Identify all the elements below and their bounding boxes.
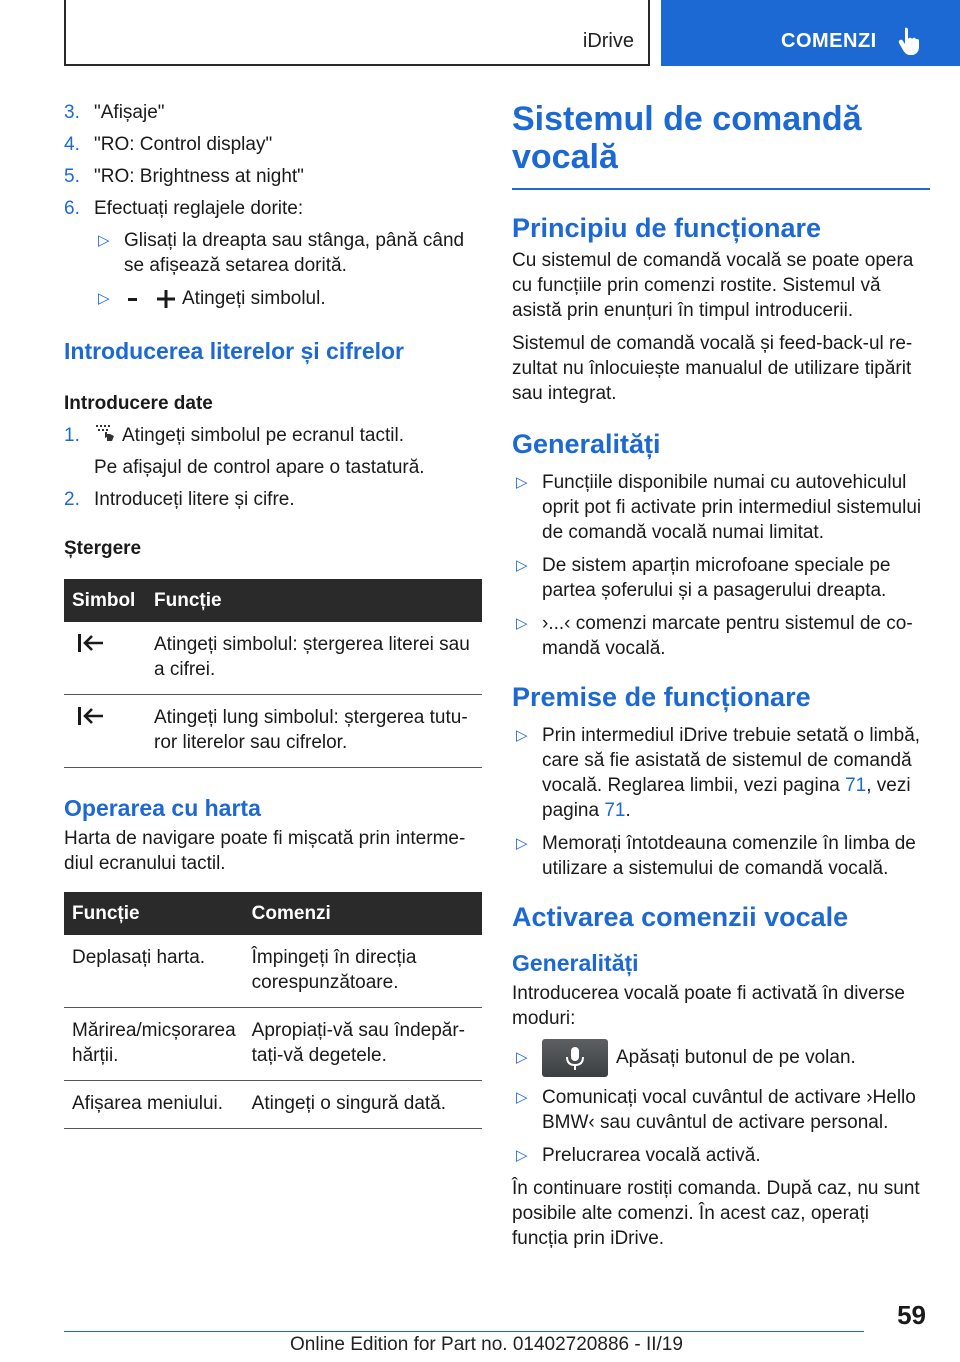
page-number: 59 (897, 1300, 926, 1330)
general-bullet-2: ▷ De sistem aparțin microfoane speciale pe partea șoferului și a pasagerului dreapta. (516, 555, 891, 601)
triangle-bullet-icon: ▷ (516, 615, 528, 632)
triangle-bullet-icon: ▷ (516, 1147, 528, 1165)
table-row: Mărirea/micșorarea hărții. Apropiați-vă sau îndepărtați-vă degetele. (64, 1008, 482, 1081)
heading-general-2: Generalități (512, 950, 639, 976)
step-3: 3. "Afișaje" (64, 102, 165, 123)
col-header-symbol: Simbol (64, 579, 146, 622)
heading-input: Introducerea literelor și cifrelor (64, 338, 405, 364)
triangle-bullet-icon: ▷ (98, 290, 110, 307)
triangle-bullet-icon: ▷ (516, 1049, 528, 1066)
step-5: 5. "RO: Brightness at night" (64, 166, 304, 187)
premise-bullet-2: ▷ Memorați întotdeauna comenzile în limba de utilizare a sistemului de comandă vocală. (516, 833, 916, 879)
footer-rule (64, 1331, 864, 1332)
heading-activate: Activarea comenzii vocale (512, 902, 849, 932)
sub-bullet-symbol: ▷ Atingeți simbolul. (98, 288, 326, 309)
general-bullet-3: ▷ ›...‹ comenzi marcate pentru sistemul de comandă vocală. (516, 613, 913, 659)
principle-para-2: Sistemul de comandă vocală și feed-back-ul rezultat nu înlocuiește manualul de utilizare tipărit sau integrat. (512, 333, 913, 404)
microphone-button-icon (542, 1039, 608, 1077)
backspace-icon (64, 622, 146, 695)
activate-paragraph: Introducerea vocală poate fi activată în diverse moduri: (512, 983, 905, 1029)
right-column (512, 100, 930, 1251)
left-column (64, 100, 482, 1129)
minus-plus-icon (124, 289, 204, 309)
activate-bullet-1: ▷ Apăsați butonul de pe volan. (512, 1039, 930, 1077)
heading-map: Operarea cu harta (64, 795, 261, 821)
step-4: 4. "RO: Control display" (64, 134, 273, 155)
triangle-bullet-icon: ▷ (516, 557, 528, 574)
triangle-bullet-icon: ▷ (516, 727, 528, 744)
triangle-bullet-icon: ▷ (516, 835, 528, 852)
delete-row-1-text: Atingeți simbolul: ștergerea literei sau a cifrei. (146, 622, 482, 695)
step-6: 6. Efectuați reglajele dorite: (64, 198, 304, 219)
map-table (64, 892, 482, 1129)
table-row (64, 695, 482, 768)
data-step-1: 1. Atingeți simbolul pe ecranul tactil. (64, 425, 404, 446)
page-title: Sistemul de comandă vocală (512, 100, 862, 176)
footer-edition: Online Edition for Part no. 01402720886 - II/19 (290, 1334, 683, 1355)
delete-table (64, 579, 482, 768)
heading-delete: Ștergere (64, 538, 142, 559)
triangle-bullet-icon: ▷ (516, 1089, 528, 1107)
page-link-71[interactable]: 71 (604, 800, 626, 821)
delete-row-2-text: Atingeți lung simbolul: ștergerea tuturor literelor sau cifrelor. (146, 695, 482, 768)
sub-bullet-swipe: ▷ Glisați la dreapta sau stânga, până când se afișează setarea dorită. (98, 230, 465, 276)
header-section: iDrive (582, 30, 634, 52)
heading-premise: Premise de funcționare (512, 682, 811, 712)
general-bullet-1: ▷ Funcțiile disponibile numai cu autovehiculul oprit pot fi activate prin intermediul sistemului de comandă vocală numai limitat. (516, 472, 922, 543)
data-step-1-note: Pe afișajul de control apare o tastatură. (94, 457, 425, 478)
page-link-71[interactable]: 71 (845, 775, 867, 796)
keyboard-touch-icon (94, 423, 116, 443)
data-step-2: 2. Introduceți litere și cifre. (64, 489, 295, 510)
col-header-commands: Comenzi (244, 892, 482, 935)
map-paragraph: Harta de navigare poate fi mișcată prin intermediul ecranului tactil. (64, 828, 466, 874)
activate-bullet-2: ▷ Comunicați vocal cuvântul de activare ›Hello BMW‹ sau cuvântul de activare personal. (516, 1087, 916, 1134)
touch-hand-icon (897, 26, 921, 56)
header-chapter-box (661, 0, 960, 66)
final-paragraph: În continuare rostiți comanda. După caz, nu sunt posibile alte comenzi. În acest caz, operați funcția prin iDrive. (512, 1178, 920, 1250)
table-row: Afișarea meniului. Atingeți o singură dată. (64, 1081, 482, 1129)
heading-general: Generalități (512, 429, 661, 459)
activate-bullet-3: ▷ Prelucrarea vocală activă. (516, 1145, 761, 1167)
header-section-box (64, 0, 650, 66)
title-rule (512, 188, 930, 190)
premise-bullet-1: ▷ Prin intermediul iDrive trebuie setată o limbă, care să fie asistată de sistemul de comandă vocală. Reglarea limbii, vezi pagina 71, vezi pagina 71. (516, 725, 921, 821)
table-row: Deplasați harta. Împingeți în direcția corespunzătoare. (64, 935, 482, 1008)
triangle-bullet-icon: ▷ (98, 232, 110, 249)
header-chapter: COMENZI (781, 30, 877, 52)
principle-para-1: Cu sistemul de comandă vocală se poate opera cu funcțiile prin comenzi rostite. Sistemul vă asistă prin enunțuri în timpul introducerii. (512, 250, 914, 321)
triangle-bullet-icon: ▷ (516, 474, 528, 491)
heading-data-entry: Introducere date (64, 393, 213, 414)
table-row (64, 622, 482, 695)
heading-principle: Principiu de funcționare (512, 213, 822, 243)
col-header-function: Funcție (146, 579, 482, 622)
backspace-icon (64, 695, 146, 768)
col-header-function: Funcție (64, 892, 244, 935)
